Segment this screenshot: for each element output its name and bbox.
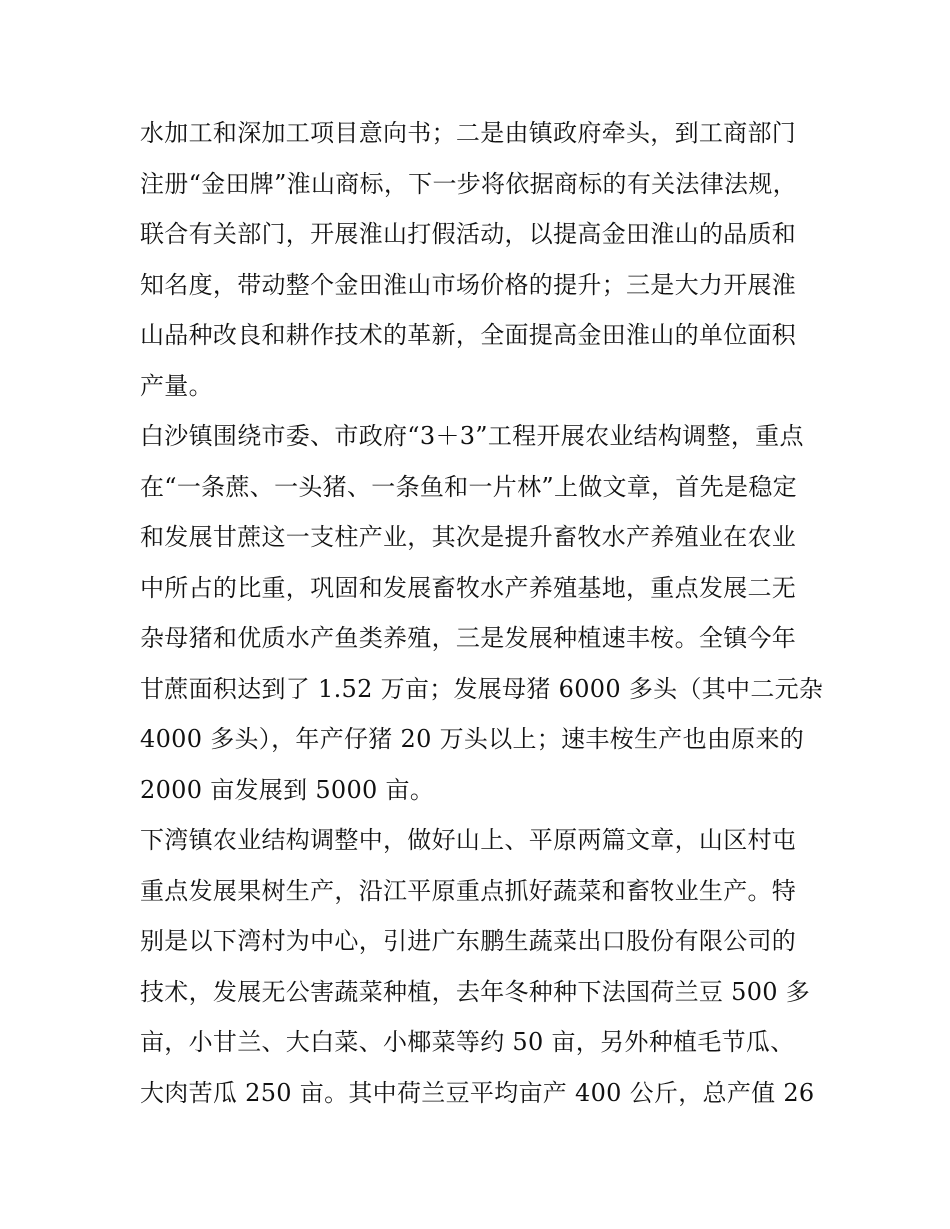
text-line: 在“一条蔗、一头猪、一条鱼和一片林”上做文章，首先是稳定: [140, 472, 797, 501]
text-line: 水加工和深加工项目意向书；二是由镇政府牵头，到工商部门: [140, 119, 797, 147]
text-line: 中所占的比重，巩固和发展畜牧水产养殖基地，重点发展二无: [140, 573, 797, 602]
text-line: 4000 多头），年产仔猪 20 万头以上；速丰桉生产也由原来的: [140, 725, 805, 753]
text-line: 甘蔗面积达到了 1.52 万亩；发展母猪 6000 多头（其中二元杂: [140, 674, 824, 703]
text-line: 联合有关部门，开展淮山打假活动，以提高金田淮山的品质和: [140, 220, 797, 248]
text-line: 产量。: [140, 371, 213, 400]
text-line: 技术，发展无公害蔬菜种植，去年冬种种下法国荷兰豆 500 多: [140, 977, 811, 1006]
paragraph-xiawan-town: [140, 815, 815, 1118]
text-line: 别是以下湾村为中心，引进广东鹏生蔬菜出口股份有限公司的: [140, 927, 797, 955]
paragraph-baisha-town: [140, 411, 824, 815]
text-line: 和发展甘蔗这一支柱产业，其次是提升畜牧水产养殖业在农业: [140, 523, 797, 551]
text-line: 杂母猪和优质水产鱼类养殖，三是发展种植速丰桉。全镇今年: [140, 624, 797, 652]
text-line: 知名度，带动整个金田淮山市场价格的提升；三是大力开展淮: [140, 270, 797, 299]
paragraph-jintian-yam: [140, 108, 815, 411]
text-line: 下湾镇农业结构调整中，做好山上、平原两篇文章，山区村屯: [140, 826, 797, 854]
text-line: 大肉苦瓜 250 亩。其中荷兰豆平均亩产 400 公斤，总产值 26: [140, 1078, 815, 1107]
text-line: 重点发展果树生产，沿江平原重点抓好蔬菜和畜牧业生产。特: [140, 876, 797, 905]
text-line: 2000 亩发展到 5000 亩。: [140, 775, 435, 804]
document-body: [140, 108, 824, 1118]
text-line: 注册“金田牌”淮山商标，下一步将依据商标的有关法律法规，: [140, 169, 797, 198]
text-line: 白沙镇围绕市委、市政府“3＋3”工程开展农业结构调整，重点: [140, 422, 804, 450]
text-line: 亩，小甘兰、大白菜、小椰菜等约 50 亩，另外种植毛节瓜、: [140, 1028, 795, 1056]
text-line: 山品种改良和耕作技术的革新，全面提高金田淮山的单位面积: [140, 321, 797, 349]
